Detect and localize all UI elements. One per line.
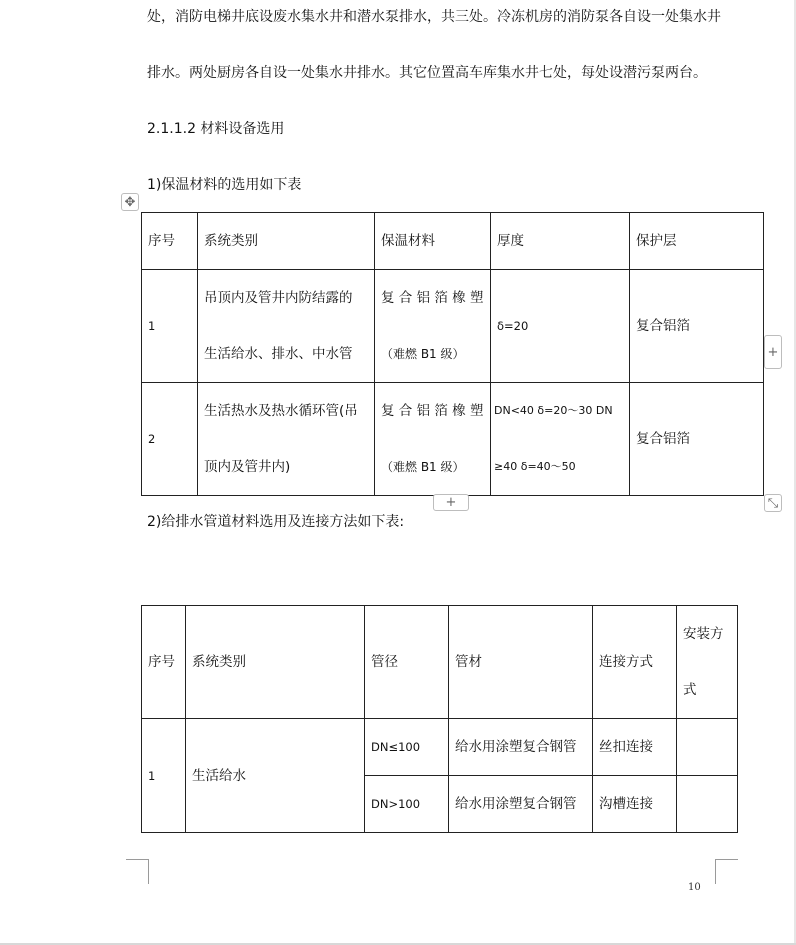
cell-no: 1	[142, 270, 198, 383]
cell-material: 给水用涂塑复合钢管	[449, 719, 593, 776]
cell-connection: 沟槽连接	[593, 776, 677, 833]
header-cell: 系统类别	[198, 213, 375, 270]
header-cell: 系统类别	[186, 606, 365, 719]
table-move-icon[interactable]: ✥	[121, 193, 139, 211]
insulation-table	[141, 212, 764, 496]
cell-protection: 复合铝箔	[630, 383, 764, 496]
cell-text: 吊顶内及管井内防结露的	[204, 290, 353, 306]
cell-diameter: DN>100	[365, 776, 449, 833]
cell-install	[677, 776, 738, 833]
cell-text: （难燃 B1 级）	[381, 460, 465, 474]
add-column-button[interactable]: +	[764, 335, 782, 369]
cell-text: ≥40 δ=40～50	[494, 460, 576, 473]
resize-table-icon[interactable]: ⤡	[764, 494, 782, 512]
cell-diameter: DN≤100	[365, 719, 449, 776]
cell-thickness: δ=20	[491, 270, 630, 383]
cell-connection: 丝扣连接	[593, 719, 677, 776]
header-cell: 管材	[449, 606, 593, 719]
margin-corner-mark	[126, 859, 149, 884]
header-cell	[677, 606, 738, 719]
cell-no: 1	[142, 719, 186, 833]
header-cell: 序号	[142, 213, 198, 270]
table-caption-insulation: 1)保温材料的选用如下表	[147, 177, 302, 193]
table-row	[142, 383, 764, 496]
cell-install	[677, 719, 738, 776]
header-cell: 保温材料	[375, 213, 491, 270]
cell-text: 式	[683, 682, 697, 698]
cell-system: 生活给水	[186, 719, 365, 833]
cell-thickness	[491, 383, 630, 496]
cell-no: 2	[142, 383, 198, 496]
piping-table	[141, 605, 738, 833]
header-cell: 序号	[142, 606, 186, 719]
cell-text: （难燃 B1 级）	[381, 347, 465, 361]
cell-material	[375, 270, 491, 383]
header-cell: 连接方式	[593, 606, 677, 719]
cell-system	[198, 270, 375, 383]
header-cell: 厚度	[491, 213, 630, 270]
cell-text: 安装方	[683, 626, 724, 642]
cell-text: 顶内及管井内)	[204, 459, 291, 475]
paragraph-line: 处，消防电梯井底设废水集水井和潜水泵排水，共三处。冷冻机房的消防泵各自设一处集水井	[147, 9, 721, 25]
margin-corner-mark	[715, 859, 738, 884]
table-caption-piping: 2)给排水管道材料选用及连接方法如下表:	[147, 514, 405, 530]
cell-text: DN<40 δ=20～30 DN	[494, 404, 613, 417]
table-row	[142, 270, 764, 383]
cell-material: 给水用涂塑复合钢管	[449, 776, 593, 833]
table-row	[142, 719, 738, 776]
cell-system	[198, 383, 375, 496]
cell-protection: 复合铝箔	[630, 270, 764, 383]
add-row-button[interactable]: +	[433, 494, 469, 511]
header-cell: 管径	[365, 606, 449, 719]
cell-text: 复 合 铝 箔 橡 塑	[381, 403, 484, 419]
cell-text: 复 合 铝 箔 橡 塑	[381, 290, 484, 306]
paragraph-line: 排水。两处厨房各自设一处集水井排水。其它位置高车库集水井七处，每处设潜污泵两台。	[147, 65, 707, 81]
cell-text: 生活热水及热水循环管(吊	[204, 403, 358, 419]
cell-material	[375, 383, 491, 496]
cell-text: 生活给水、排水、中水管	[204, 346, 353, 362]
section-heading: 2.1.1.2 材料设备选用	[147, 121, 285, 137]
table-header-row	[142, 213, 764, 270]
table-header-row	[142, 606, 738, 719]
header-cell: 保护层	[630, 213, 764, 270]
page-number: 10	[688, 882, 701, 893]
